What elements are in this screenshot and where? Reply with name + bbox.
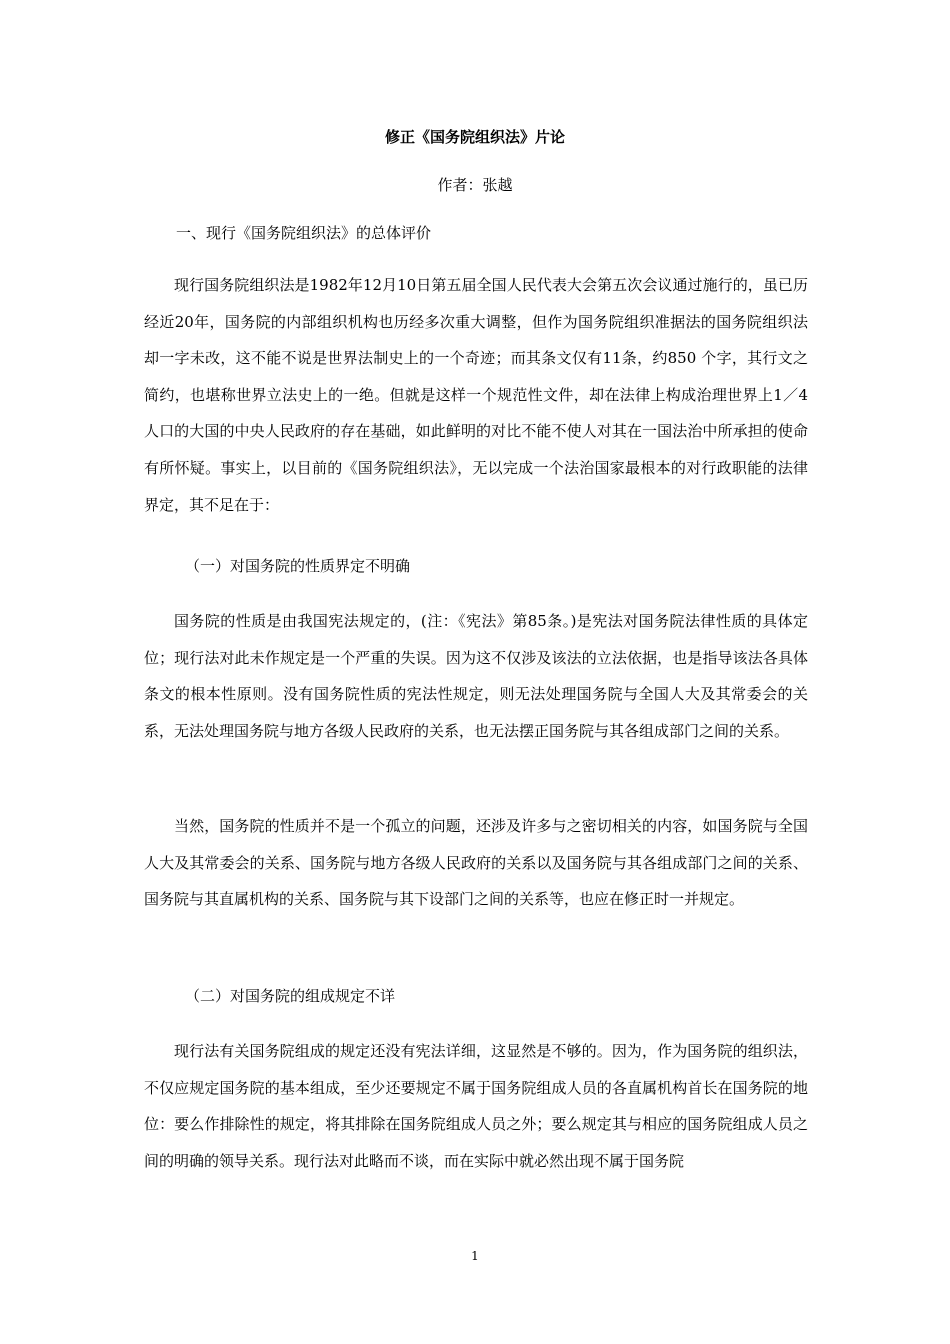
section-1-heading: 一、现行《国务院组织法》的总体评价 [176,224,432,242]
subsection-1-paragraph-2: 当然，国务院的性质并不是一个孤立的问题，还涉及许多与之密切相关的内容，如国务院与全国人大及其常委会的关系、国务院与地方各级人民政府的关系以及国务院与其各组成部门之间的关系、国务院与其直属机构的关系、国务院与其下设部门之间的关系等，也应在修正时一并规定。 [144,817,808,909]
subsection-2-heading: （二）对国务院的组成规定不详 [185,987,396,1005]
page-number: 1 [471,1249,479,1263]
author-line: 作者：张越 [437,176,513,194]
document-title: 修正《国务院组织法》片论 [384,128,565,146]
section-1-paragraph: 现行国务院组织法是1982年12月10日第五届全国人民代表大会第五次会议通过施行的，虽已历经近20年，国务院的内部组织机构也历经多次重大调整，但作为国务院组织准据法的国务院组织法却一字未改，这不能不说是世界法制史上的一个奇迹；而其条文仅有11条，约850 个字，其行文之简约，也堪称世界立法史上的一绝。但就是这样一个规范性文件，却在法律上构成治理世界上1／4人口的大国的中央人民政府的存在基础，如此鲜明的对比不能不使人对其在一国法治中所承担的使命有所怀疑。事实上，以目前的《国务院组织法》，无以完成一个法治国家最根本的对行政职能的法律界定，其不足在于： [144,276,808,514]
subsection-1-heading: （一）对国务院的性质界定不明确 [185,557,411,575]
subsection-2-paragraph: 现行法有关国务院组成的规定还没有宪法详细，这显然是不够的。因为，作为国务院的组织法，不仅应规定国务院的基本组成，至少还要规定不属于国务院组成人员的各直属机构首长在国务院的地位：要么作排除性的规定，将其排除在国务院组成人员之外；要么规定其与相应的国务院组成人员之间的明确的领导关系。现行法对此略而不谈，而在实际中就必然出现不属于国务院 [144,1042,808,1170]
subsection-1-paragraph-1: 国务院的性质是由我国宪法规定的，(注：《宪法》第85条。)是宪法对国务院法律性质的具体定位；现行法对此未作规定是一个严重的失误。因为这不仅涉及该法的立法依据，也是指导该法各具体条文的根本性原则。没有国务院性质的宪法性规定，则无法处理国务院与全国人大及其常委会的关系，无法处理国务院与地方各级人民政府的关系，也无法摆正国务院与其各组成部门之间的关系。 [144,612,808,740]
